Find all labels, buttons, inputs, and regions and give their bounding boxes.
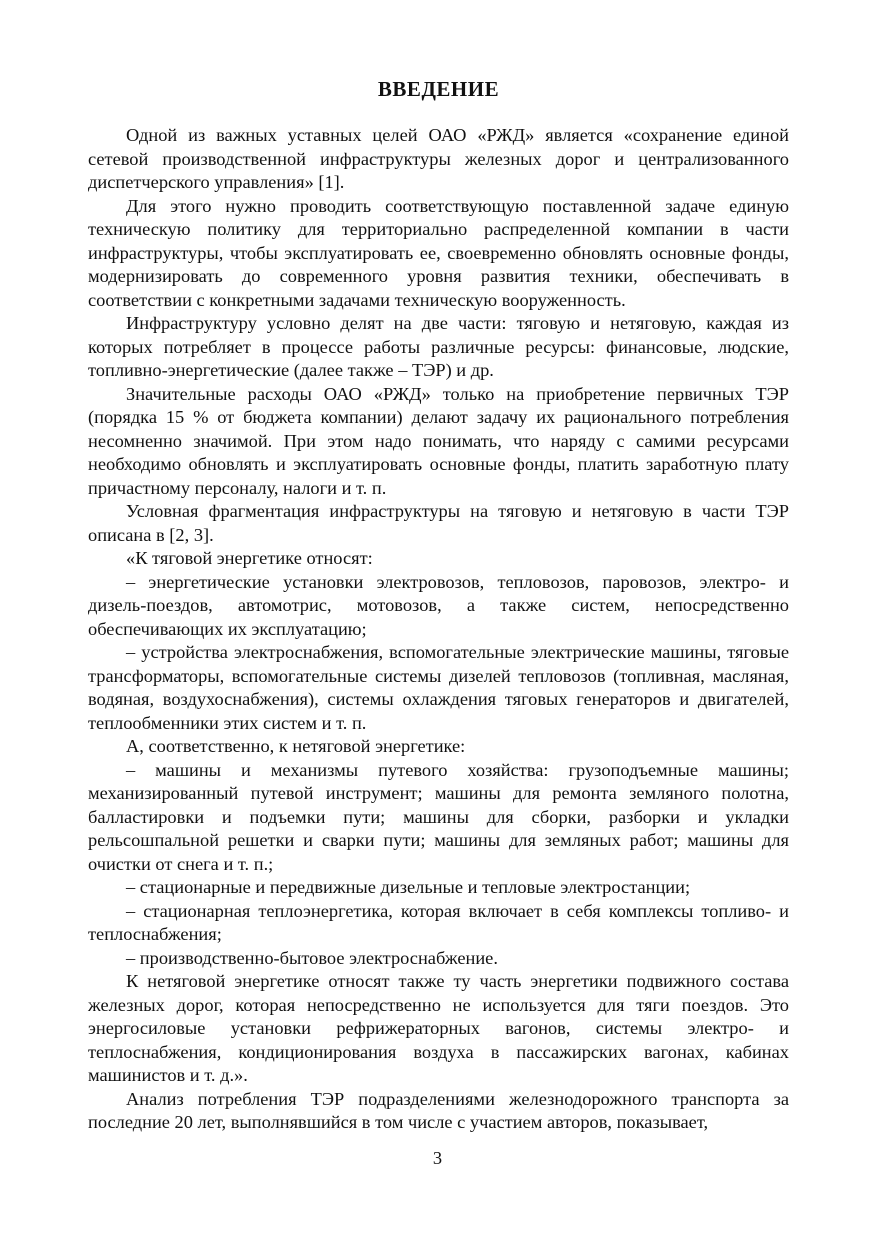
paragraph-5: Условная фрагментация инфраструктуры на тяговую и нетяговую в части ТЭР описана в [2, 3]. [88, 501, 789, 545]
paragraph-2: Для этого нужно проводить соответствующую поставленной задаче единую техническую политику для территориально распределенной компании в части инфраструктуры, чтобы эксплуатировать ее, своевременно обновлять основные фонды, модернизировать до современного уровня развития техники, обеспечивать в соответствии с конкретными задачами техническую вооруженность. [88, 195, 789, 310]
paragraph-9: А, соответственно, к нетяговой энергетике: [126, 736, 466, 756]
paragraph-4: Значительные расходы ОАО «РЖД» только на приобретение первичных ТЭР (порядка 15 % от бюджета компании) делают задачу их рационального потребления несомненно значимой. При этом надо понимать, что наряду с самими ресурсами необходимо обновлять и эксплуатировать основные фонды, платить заработную плату причастному персоналу, налоги и т. п. [88, 383, 789, 498]
paragraph-3: Инфраструктуру условно делят на две части: тяговую и нетяговую, каждая из которых потребляет в процессе работы различные ресурсы: финансовые, людские, топливно-энергетические (далее также – ТЭР) и др. [88, 313, 789, 380]
document-page [88, 74, 789, 1135]
paragraph-6: «К тяговой энергетике относят: [126, 548, 373, 568]
paragraph-7: – энергетические установки электровозов, тепловозов, паровозов, электро- и дизель-поездов, автомотрис, мотовозов, а также систем, непосредственно обеспечивающих их эксплуатацию; [88, 571, 789, 639]
paragraph-14: К нетяговой энергетике относят также ту часть энергетики подвижного состава железных дорог, которая непосредственно не используется для тяги поездов. Это энергосиловые установки рефрижераторных вагонов, системы электро- и теплоснабжения, кондиционирования воздуха в пассажирских вагонах, кабинах машинистов и т. д.». [88, 971, 789, 1085]
paragraph-12: – стационарная теплоэнергетика, которая включает в себя комплексы топливо- и теплоснабжения; [88, 900, 789, 944]
paragraph-11: – стационарные и передвижные дизельные и тепловые электростанции; [126, 877, 691, 897]
page-number: 3 [432, 1148, 443, 1168]
paragraph-15: Анализ потребления ТЭР подразделениями железнодорожного транспорта за последние 20 лет, выполнявшийся в том числе с участием авторов, показывает, [88, 1088, 789, 1132]
page-title: ВВЕДЕНИЕ [377, 77, 500, 101]
paragraph-8: – устройства электроснабжения, вспомогательные электрические машины, тяговые трансформаторы, вспомогательные системы дизелей тепловозов (топливная, масляная, водяная, воздухоснабжения), системы охлаждения тяговых генераторов и двигателей, теплообменники этих систем и т. п. [88, 642, 789, 733]
paragraph-1: Одной из важных уставных целей ОАО «РЖД» является «сохранение единой сетевой производственной инфраструктуры железных дорог и централизованного диспетчерского управления» [1]. [88, 125, 789, 192]
paragraph-10: – машины и механизмы путевого хозяйства: грузоподъемные машины; механизированный путевой инструмент; машины для ремонта земляного полотна, балластировки и подъемки пути; машины для сборки, разборки и укладки рельсошпальной решетки и сварки пути; машины для земляных работ; машины для очистки от снега и т. п.; [88, 759, 789, 874]
paragraph-13: – производственно-бытовое электроснабжение. [126, 947, 498, 968]
